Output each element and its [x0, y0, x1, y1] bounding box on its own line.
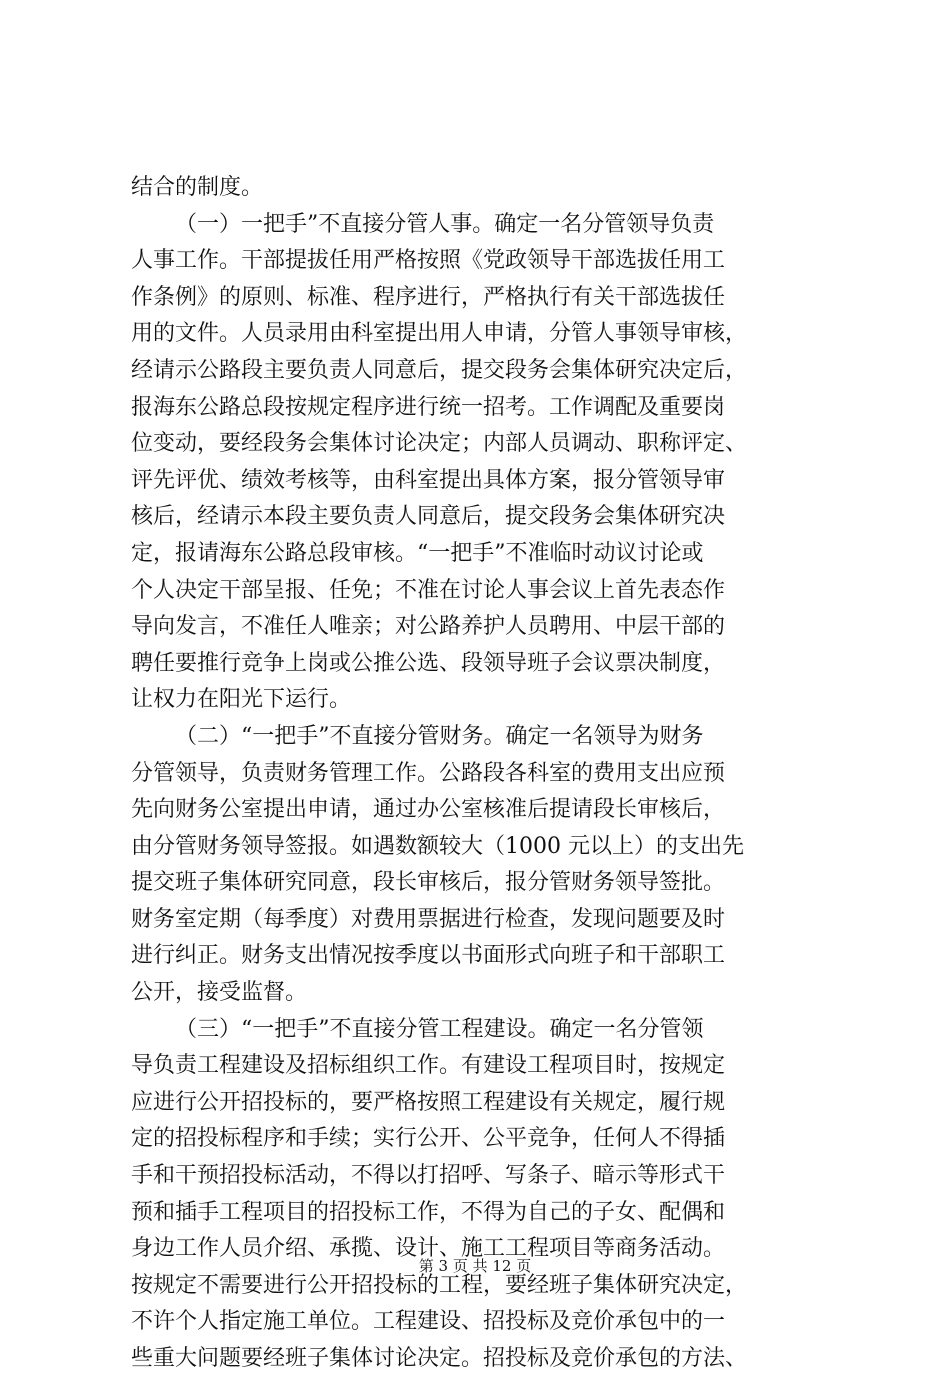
text-line: 身边工作人员介绍、承揽、设计、施工工程项目等商务活动。 [131, 1236, 726, 1262]
paragraph-first-line: （三）“一把手”不直接分管工程建设。确定一名分管领 [175, 1016, 704, 1042]
text-line: 人事工作。干部提拔任用严格按照《党政领导干部选拔任用工 [131, 248, 726, 274]
text-line: 个人决定干部呈报、任免；不准在讨论人事会议上首先表态作 [131, 577, 726, 603]
text-line: 按规定不需要进行公开招投标的工程，要经班子集体研究决定， [131, 1272, 748, 1298]
text-line: 评先评优、绩效考核等，由科室提出具体方案，报分管领导审 [131, 467, 726, 493]
text-line: 应进行公开招投标的，要严格按照工程建设有关规定，履行规 [131, 1089, 726, 1115]
text-line: 导向发言，不准任人唯亲；对公路养护人员聘用、中层干部的 [131, 614, 726, 640]
text-line: 些重大问题要经班子集体讨论决定。招投标及竞价承包的方法、 [131, 1346, 748, 1371]
text-line: 进行纠正。财务支出情况按季度以书面形式向班子和干部职工 [131, 943, 726, 969]
text-line: 导负责工程建设及招标组织工作。有建设工程项目时，按规定 [131, 1053, 726, 1079]
paragraph-first-line: （二）“一把手”不直接分管财务。确定一名领导为财务 [175, 723, 704, 749]
text-line: 定的招投标程序和手续；实行公开、公平竞争，任何人不得插 [131, 1126, 726, 1152]
text-line: 经请示公路段主要负责人同意后，提交段务会集体研究决定后， [131, 357, 748, 383]
text-line: 结合的制度。 [131, 175, 264, 200]
text-line: 核后，经请示本段主要负责人同意后，提交段务会集体研究决 [131, 504, 726, 530]
paragraph-first-line: （一）一把手”不直接分管人事。确定一名分管领导负责 [175, 211, 715, 237]
text-line: 财务室定期（每季度）对费用票据进行检查，发现问题要及时 [131, 906, 726, 932]
text-line: 聘任要推行竞争上岗或公推公选、段领导班子会议票决制度， [131, 650, 726, 676]
page-footer: 第 3 页 共 12 页 [418, 1257, 532, 1275]
text-line: 由分管财务领导签报。如遇数额较大（1000 元以上）的支出先 [131, 833, 744, 859]
text-line: 位变动，要经段务会集体讨论决定；内部人员调动、职称评定、 [131, 431, 748, 457]
text-line: 分管领导，负责财务管理工作。公路段各科室的费用支出应预 [131, 760, 726, 786]
text-line: 公开，接受监督。 [131, 980, 308, 1006]
text-line: 不许个人指定施工单位。工程建设、招投标及竞价承包中的一 [131, 1309, 726, 1335]
text-line: 预和插手工程项目的招投标工作，不得为自己的子女、配偶和 [131, 1199, 726, 1225]
document-body [131, 170, 853, 1378]
text-line: 报海东公路总段按规定程序进行统一招考。工作调配及重要岗 [131, 394, 726, 420]
text-line: 先向财务公室提出申请，通过办公室核准后提请段长审核后， [131, 797, 726, 823]
text-line: 手和干预招投标活动，不得以打招呼、写条子、暗示等形式干 [131, 1163, 726, 1189]
text-line: 作条例》的原则、标准、程序进行，严格执行有关干部选拔任 [131, 284, 726, 310]
text-line: 用的文件。人员录用由科室提出用人申请，分管人事领导审核， [131, 321, 748, 347]
text-line: 定，报请海东公路总段审核。“一把手”不准临时动议讨论或 [131, 540, 704, 566]
text-line: 让权力在阳光下运行。 [131, 687, 352, 713]
text-line: 提交班子集体研究同意，段长审核后，报分管财务领导签批。 [131, 870, 726, 896]
